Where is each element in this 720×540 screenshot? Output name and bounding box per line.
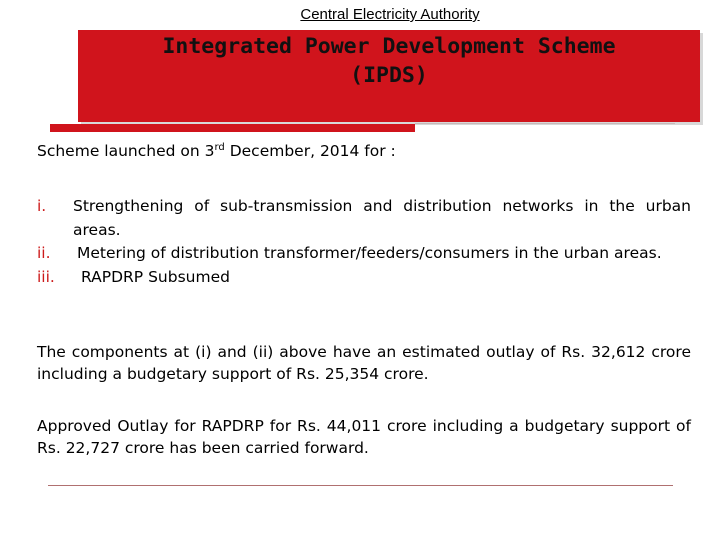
footer-divider <box>48 485 673 486</box>
title-line-2: (IPDS) <box>350 63 428 88</box>
item-text: Metering of distribution transformer/feeders/consumers in the urban areas. <box>77 244 662 262</box>
item-numeral: iii. <box>37 267 55 286</box>
title-underline-rule <box>415 123 675 124</box>
item-text: Strengthening of sub-transmission and distribution networks in the urban areas. <box>73 197 691 239</box>
title-line-1: Integrated Power Development Scheme <box>162 34 616 59</box>
title-underline-bar <box>50 124 415 132</box>
item-text: RAPDRP Subsumed <box>81 267 230 286</box>
intro-superscript: rd <box>214 142 225 153</box>
slide-title <box>78 32 700 90</box>
intro-text-after: December, 2014 for : <box>224 142 396 161</box>
scheme-items-list <box>37 195 691 289</box>
intro-text-before: Scheme launched on 3 <box>37 142 215 161</box>
intro-line <box>37 142 396 160</box>
organization-name: Central Electricity Authority <box>300 6 480 23</box>
outlay-paragraph: The components at (i) and (ii) above have an estimated outlay of Rs. 32,612 crore including a budgetary support of Rs. 25,354 crore. <box>37 343 691 383</box>
list-item <box>37 242 691 266</box>
item-numeral: i. <box>37 197 47 215</box>
item-numeral: ii. <box>37 244 51 262</box>
rapdrp-paragraph: Approved Outlay for RAPDRP for Rs. 44,011 crore including a budgetary support of Rs. 22,727 crore has been carried forward. <box>37 417 691 457</box>
list-item <box>37 266 691 290</box>
list-item <box>37 195 691 242</box>
